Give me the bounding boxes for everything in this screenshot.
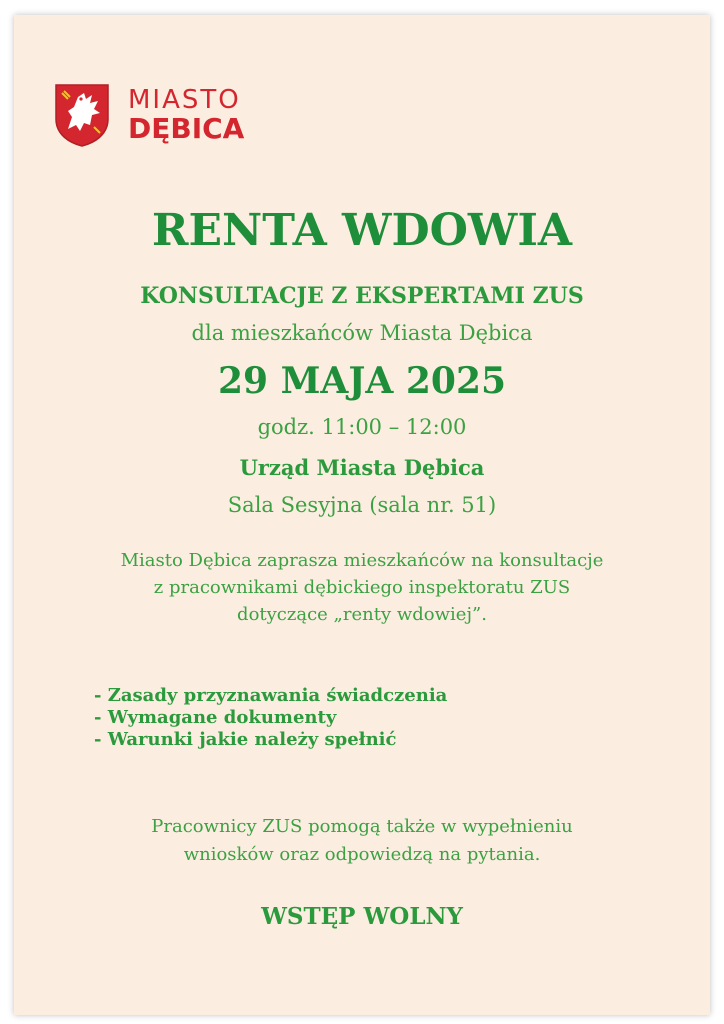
free-entry-label: WSTĘP WOLNY [261, 903, 463, 930]
closing-paragraph [14, 813, 710, 869]
poster [14, 15, 710, 1015]
griffin-crest-icon [54, 83, 110, 147]
event-place: Urząd Miasta Dębica [239, 455, 485, 480]
closing-line: Pracownicy ZUS pomogą także w wypełnieniu [151, 816, 573, 837]
topic-item: - Zasady przyznawania świadczenia [94, 685, 448, 706]
topics-list [94, 685, 447, 751]
poster-title: RENTA WDOWIA [151, 205, 573, 256]
closing-line: wniosków oraz odpowiedzą na pytania. [183, 844, 541, 865]
event-hours: godz. 11:00 – 12:00 [257, 415, 467, 439]
topic-item: - Wymagane dokumenty [94, 707, 337, 728]
event-date: 29 MAJA 2025 [217, 360, 507, 402]
intro-paragraph [14, 547, 710, 628]
logo-word-miasto: MIASTO [128, 85, 241, 115]
logo-word-debica: DĘBICA [128, 112, 245, 145]
city-logo [54, 83, 244, 147]
event-room: Sala Sesyjna (sala nr. 51) [227, 493, 497, 517]
intro-line: Miasto Dębica zaprasza mieszkańców na konsultacje [120, 550, 604, 571]
audience-line: dla mieszkańców Miasta Dębica [191, 321, 533, 345]
intro-line: z pracownikami dębickiego inspektoratu ZUS [153, 577, 571, 598]
topic-item: - Warunki jakie należy spełnić [94, 729, 397, 750]
poster-subtitle: KONSULTACJE Z EKSPERTAMI ZUS [140, 283, 584, 309]
intro-line: dotyczące „renty wdowiej”. [237, 604, 487, 625]
